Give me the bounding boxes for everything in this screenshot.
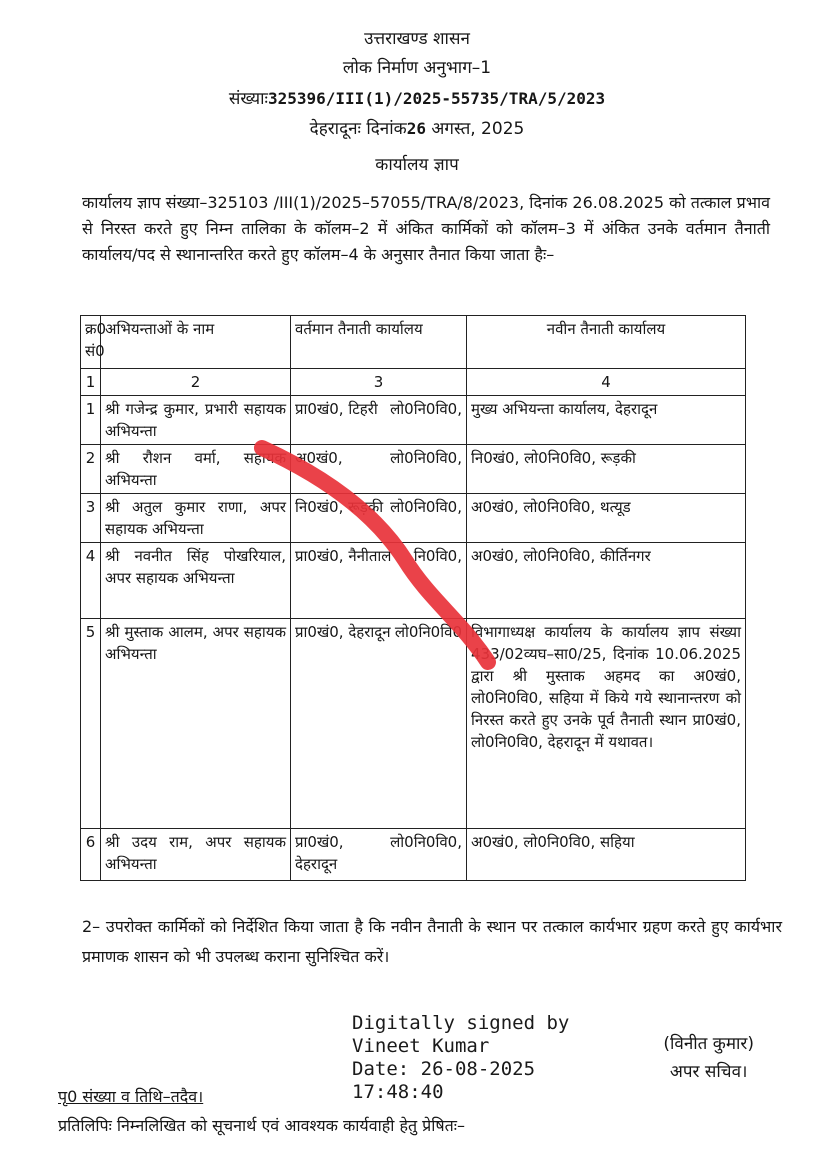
- table-colnum-row: [81, 369, 746, 396]
- row-new: विभागाध्यक्ष कार्यालय के कार्यालय ज्ञाप संख्या 433/02व्यघ–सा0/25, दिनांक 10.06.2025 द्वारा श्री मुस्ताक अहमद का अ0खं0, लो0नि0वि0, सहिया में किये गये स्थानान्तरण को निरस्त करते हुए उनके पूर्व तैनाती स्थान प्रा0खं0, लो0नि0वि0, देहरादून में यथावत।: [467, 619, 746, 829]
- row-current-right: लो0नि0वि0,: [390, 449, 462, 467]
- row-name: श्री नवनीत सिंह पोखरियाल, अपर सहायक अभियन्ता: [101, 543, 291, 619]
- row-name: श्री गजेन्द्र कुमार, प्रभारी सहायक अभियन्ता: [101, 396, 291, 445]
- row-sn: 4: [81, 543, 101, 619]
- row-current: [291, 396, 467, 445]
- row-current: [291, 829, 467, 881]
- number-handwritten: 325396: [267, 89, 326, 108]
- order-number: [0, 86, 834, 109]
- table-header-row: [81, 316, 746, 369]
- table-row: [81, 619, 746, 829]
- row-new: अ0खं0, लो0नि0वि0, सहिया: [467, 829, 746, 881]
- date-handwritten: 26: [406, 119, 426, 138]
- header-new: नवीन तैनाती कार्यालय: [467, 316, 746, 369]
- row-current-left: प्रा0खं0, टिहरी: [295, 400, 378, 418]
- row-current-right: लो0नि0वि0,: [390, 400, 462, 418]
- row-current-right: लो0नि0वि0,: [390, 498, 462, 516]
- number-rest: /III(1)/2025-55735/TRA/5/2023: [325, 89, 606, 108]
- signature-line-2: Vineet Kumar: [352, 1035, 490, 1057]
- row-name: श्री मुस्ताक आलम, अपर सहायक अभियन्ता: [101, 619, 291, 829]
- row-name: श्री रौशन वर्मा, सहायक अभियन्ता: [101, 445, 291, 494]
- officer-designation: अपर सचिव।: [669, 1062, 748, 1082]
- table-row: [81, 396, 746, 445]
- date-rest: अगस्त, 2025: [431, 119, 525, 139]
- row-name: श्री अतुल कुमार राणा, अपर सहायक अभियन्ता: [101, 494, 291, 543]
- colnum-4: 4: [467, 369, 746, 396]
- govt-heading: उत्तराखण्ड शासन: [364, 29, 470, 49]
- row-current-left: प्रा0खं0, नैनीताल: [295, 547, 392, 565]
- table-row: [81, 445, 746, 494]
- row-current-right: नि0वि0,: [413, 547, 462, 565]
- office-memo-title: कार्यालय ज्ञाप: [375, 155, 459, 175]
- colnum-3: 3: [291, 369, 467, 396]
- row-current-right: लो0नि0वि0,: [390, 833, 462, 851]
- number-label: संख्याः: [228, 89, 268, 109]
- table-row: [81, 543, 746, 619]
- row-name: श्री उदय राम, अपर सहायक अभियन्ता: [101, 829, 291, 881]
- colnum-2: 2: [101, 369, 291, 396]
- row-sn: 3: [81, 494, 101, 543]
- row-new: नि0खं0, लो0नि0वि0, रूड़की: [467, 445, 746, 494]
- row-sn: 6: [81, 829, 101, 881]
- row-current-right: लो0नि0वि0: [394, 623, 462, 641]
- date-label: देहरादूनः दिनांक: [309, 119, 407, 139]
- table-row: [81, 494, 746, 543]
- row-sn: 1: [81, 396, 101, 445]
- signature-line-1: Digitally signed by: [352, 1012, 570, 1034]
- row-new: अ0खं0, लो0नि0वि0, थत्यूड: [467, 494, 746, 543]
- row-current-left: प्रा0खं0, देहरादून: [295, 623, 391, 641]
- row-new: मुख्य अभियन्ता कार्यालय, देहरादून: [467, 396, 746, 445]
- row-new: अ0खं0, लो0नि0वि0, कीर्तिनगर: [467, 543, 746, 619]
- header-current: वर्तमान तैनाती कार्यालय: [291, 316, 467, 369]
- row-current-left: प्रा0खं0, देहरादून: [295, 833, 344, 873]
- copy-to-line: प्रतिलिपिः निम्नलिखित को सूचनार्थ एवं आवश्यक कार्यवाही हेतु प्रेषितः–: [58, 1116, 466, 1135]
- row-current: [291, 494, 467, 543]
- row-current: [291, 445, 467, 494]
- row-current-left: अ0खं0,: [295, 449, 343, 467]
- intro-paragraph: कार्यालय ज्ञाप संख्या–325103 /III(1)/2025–57055/TRA/8/2023, दिनांक 26.08.2025 को तत्काल प्रभाव से निरस्त करते हुए निम्न तालिका के कॉलम–2 में अंकित कार्मिकों को कॉलम–3 में अंकित उनके वर्तमान तैनाती कार्यालय/पद से स्थानान्तरित करते हुए कॉलम–4 के अनुसार तैनात किया जाता हैः–: [82, 193, 770, 264]
- row-sn: 5: [81, 619, 101, 829]
- instruction-paragraph: 2– उपरोक्त कार्मिकों को निर्देशित किया जाता है कि नवीन तैनाती के स्थान पर तत्काल कार्यभार ग्रहण करते हुए कार्यभार प्रमाणक शासन को भी उपलब्ध कराना सुनिश्चित करें।: [82, 917, 782, 966]
- colnum-1: 1: [81, 369, 101, 396]
- order-date: [0, 116, 834, 139]
- table-row: [81, 829, 746, 881]
- row-current-left: नि0खं0, रूड़की: [295, 498, 384, 516]
- officer-name: (विनीत कुमार): [663, 1034, 754, 1054]
- header-name: अभियन्ताओं के नाम: [101, 316, 291, 369]
- row-current: [291, 543, 467, 619]
- officer-block: [663, 1030, 754, 1086]
- row-sn: 2: [81, 445, 101, 494]
- transfer-table: [80, 315, 746, 881]
- digital-signature: [352, 1012, 569, 1104]
- header-sn: क्र0 सं0: [81, 316, 101, 369]
- signature-line-4: 17:48:40: [352, 1081, 444, 1103]
- row-current: [291, 619, 467, 829]
- section-heading: लोक निर्माण अनुभाग–1: [342, 58, 492, 78]
- reference-line: पृ0 संख्या व तिथि–तदैव।: [58, 1087, 204, 1106]
- signature-line-3: Date: 26-08-2025: [352, 1058, 536, 1080]
